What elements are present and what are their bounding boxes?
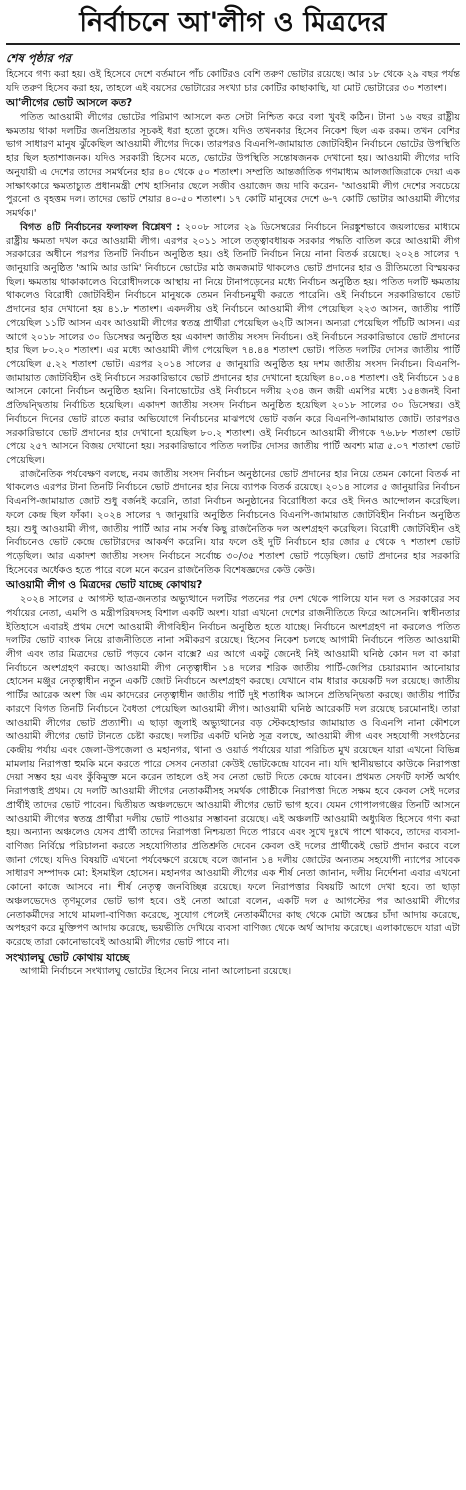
paragraph-4: রাজনৈতিক পর্যবেক্ষণ বলছে, নবম জাতীয় সংসদ নির্বাচন অনুষ্ঠানের ভোট প্রদানের হার নিয়ে তেমন কোনো বিতর্ক না থাকলেও এরপর টানা তিনটি নির্বাচনে ভোট প্রদানের হার নিয়ে ব্যাপক বিতর্ক রয়েছে। ২০১৪ সালের ৫ জানুয়ারির নির্বাচন বিএনপি-জামায়াত জোট শুধু বর্জনই করেনি, তারা নির্বাচন অনুষ্ঠানের বিরোধিতা করে ওই দিনও আন্দোলন করেছিল। ফলে কেন্দ্র ছিল ফাঁকা। ২০২৪ সালের ৭ জানুয়ারি অনুষ্ঠিত নির্বাচনেও বিএনপি-জামায়াত জোটবিহীন নির্বাচন অনুষ্ঠিত হয়। শুধু আওয়ামী লীগ, জাতীয় পার্টি আর নাম সর্বস্ব কিছু রাজনৈতিক দল অংশগ্রহণ করেছিল। বিরোধী জোটবিহীন ওই নির্বাচনেও ভোট কেন্দ্রে ভোটারদের আকর্ষণ করেনি। যার ফলে ওই দুটি নির্বাচনে হার জোর ৫ থেকে ৭ শতাংশ ভোট পড়েছিল। আর একাদশ জাতীয় সংসদ নির্বাচনে সর্বোচ্চ ৩০/৩৫ শতাংশ ভোট পড়েছিল। ভোট প্রদানের হার সরকারি হিসেবের অর্ধেকও হতে পারে বলে মনে করেন রাজনৈতিক বিশেষজ্ঞদের কেউ কেউ।	[6, 468, 460, 576]
subheading-2: বিগত ৪টি নির্বাচনের ফলাফল বিশ্লেষণ :	[20, 221, 181, 233]
paragraph-3-wrapper	[6, 221, 460, 468]
article-body	[6, 50, 460, 979]
subheading-3: আওয়ামী লীগ ও মিত্রদের ভোট যাচ্ছে কোথায়?	[6, 579, 203, 592]
headline-rule	[6, 43, 460, 45]
paragraph-6: আগামী নির্বাচনে সংখ্যালঘু ভোটের হিসেব নিয়ে নানা আলোচনা রয়েছে।	[20, 966, 292, 978]
paragraph-2: পতিত আওয়ামী লীগের ভোটের পরিমাণ আসলে কত সেটা নিশ্চিত করে বলা খুবই কঠিন। টানা ১৬ বছর রাষ্ট্রীয় ক্ষমতায় থাকা দলটির জনপ্রিয়তার সূচকই ধরা হতো তুঙ্গে। যদিও তখনকার হিসেব নিকেশ ছিল এক রকম। তখন বেশির ভাগ সাধারণ মানুষ ঝুঁকেছিল আওয়ামী লীগের দিকে। তারপরও বিএনপি-জামায়াত জোটবিহীন নির্বাচনে ভোটের উপস্থিতি হার ছিল হতাশাজনক। যদিও সরকারী হিসেব মতে, ভোটের উপস্থিতি সন্তোষজনক দেখানো হয়। আওয়ামী লীগের দাবি অনুযায়ী এ দেশের তাদের সমর্থনের হার ৪০ থেকে ৫০ শতাংশ। সম্প্রতি আন্তর্জাতিক গণমাধ্যম আলজাজিরাকে দেয়া এক সাক্ষাৎকারে ক্ষমতাচ্যুত প্রধানমন্ত্রী শেখ হাসিনার ছেলে সজীব ওয়াজেদ জয় দাবি করেন- 'আওয়ামী লীগ দেশের সবচেয়ে পুরনো ও বৃহত্তম দল। তাদের ভোট শেয়ার ৪০-৫০ শতাংশ। ১৭ কোটি মানুষের দেশে ৬-৭ কোটি ভোটার আওয়ামী লীগের সমর্থক।'	[6, 112, 460, 220]
paragraph-5: ২০২৪ সালের ৫ আগস্ট ছাত্র-জনতার অভ্যুত্থানে দলটির পতনের পর দেশ থেকে পালিয়ে যান দল ও সরকারের সব পর্যায়ের নেতা, এমপি ও মন্ত্রীপরিষদসহ বিশাল একটি অংশ। যারা এখনো দেশের রাজনীতিতে ফিরে আসেননি। স্বাধীনতার ইতিহাসে এবারই প্রথম দেশে আওয়ামী লীগবিহীন নির্বাচন অনুষ্ঠিত হতে যাচ্ছে। নির্বাচনে অংশগ্রহণ না করলেও পতিত দলটির ভোট ব্যাংক নিয়ে রাজনীতিতে নানা সমীকরণ রয়েছে। হিসেব নিকেশ চলছে আগামী নির্বাচনে পতিত আওয়ামী লীগ এবং তার মিত্রদের ভোট পড়বে কোন বাক্সে? এর আগে একটু জেনেই নিই আওয়ামী ঘনিষ্ঠ কোন দল বা কারা নির্বাচনে অংশগ্রহণ করছে। আওয়ামী লীগ নেতৃত্বাধীন ১৪ দলের শরিক জাতীয় পার্টি-জেপির চেয়ারম্যান আনোয়ার হোসেন মঞ্জুর নেতৃত্বাধীন নতুন একটি জোট নির্বাচনে অংশগ্রহণ করছে। যেখানে বাম ধারার কয়েকটি দল রয়েছে। জাতীয় পার্টির আরেক অংশ জি এম কাদেরের নেতৃত্বাধীন জাতীয় পার্টি দুই শতাধিক আসনে প্রতিদ্বন্দ্বিতা করছে। জাতীয় পার্টির কারণে বিগত তিনটি নির্বাচনে বৈধতা পেয়েছিল আওয়ামী লীগ। আওয়ামী ঘনিষ্ঠ আরেকটি দল রয়েছে চরমোনাই। তারা আওয়ামী লীগের ভোট প্রত্যাশী। এ ছাড়া জুলাই অভ্যুত্থানের বড় স্টেকহোল্ডার জামায়াত ও বিএনপি নানা কৌশলে আওয়ামী লীগের ভোট টানতে চেষ্টা করছে। দলটির একটি ঘনিষ্ঠ সূত্র বলছে, আওয়ামী লীগ এবং সহযোগী সংগঠনের কেন্দ্রীয় পর্যায় এবং জেলা-উপজেলা ও মহানগর, থানা ও ওয়ার্ড পর্যায়ের যারা পরিচিত মুখ রয়েছেন যারা এখনো বিভিন্ন মামলায় নিরাপত্তা হুমকি মনে করতে পারে সেসব নেতারা কেউই ভোটকেন্দ্রে যাবেন না। যদি স্থানীয়ভাবে কাউকে নিরাপত্তা দেয়া সম্ভব হয় এবং কুঁকিমুক্ত মনে করেন তাহলে ওই সব নেতা ভোট দিতে কেন্দ্রে যাবেন। প্রথমত সেফটি ফার্স্ট অর্থাৎ নিরাপত্তাই প্রথম। যে দলটি আওয়ামী লীগের নেতাকর্মীসহ সমর্থক গোষ্ঠীকে নিরাপত্তা দিতে সক্ষম হবে কেবল সেই দলের প্রার্থীই তাদের ভোট পাবেন। দ্বিতীয়ত অঞ্চলভেদে আওয়ামী লীগের ভোট ভাগ হবে। যেমন গোপালগঞ্জের তিনটি আসনে আওয়ামী লীগের স্বতন্ত্র প্রার্থীরা দলীয় ভোট পাওয়ার সম্ভাবনা রয়েছে। এই অঞ্চলটি আওয়ামী অধ্যুষিত হিসেবে গণ্য করা হয়। অন্যান্য অঞ্চলেও যেসব প্রার্থী তাদের নিরাপত্তা নিশ্চয়তা দিতে পারবে এবং সুখে দুঃখে পাশে থাকবে, তাদের ব্যবসা-বাণিজ্য নির্বিঘ্নে পরিচালনা করতে সহযোগিতার প্রতিশ্রুতি দেবেন কেবল ওই দলের প্রার্থীকেই ভোট প্রদান করবে বলে জানা গেছে। যদিও বিষয়টি এখনো পর্যবেক্ষণে রয়েছে বলে জানান ১৪ দলীয় জোটের অন্যতম সহযোগী ন্যাপের সাবেক সাধারণ সম্পাদক মো: ইসমাইল হোসেন। মহানগর আওয়ামী লীগের এক শীর্ষ নেতা জানান, দলীয় নির্দেশনা এবার এখনো কোনো কাজে আসবে না। শীর্ষ নেতৃত্ব জনবিচ্ছিন্ন রয়েছে। ফলে নিরাপত্তার বিষয়টি আগে দেখা হবে। তা ছাড়া অঞ্চলভেদেও তৃণমূলের ভোট ভাগ হবে। ওই নেতা আরো বলেন, একটি দল ৫ আগস্টের পর আওয়ামী লীগের নেতাকর্মীদের সাথে মামলা-বাণিজ্য করেছে, সুযোগ পেলেই নেতাকর্মীদের কাছ থেকে মোটা অঙ্কের চাঁদা আদায় করেছে, অপহরণ করে মুক্তিপণ আদায় করেছে, ভয়ভীতি দেখিয়ে ব্যবসা বাণিজ্য থেকে অর্থ আদায় করেছে। এলাকাভেদে যারা এটা করেছে তারা কোনোভাবেই আওয়ামী লীগের ভোট পাবে না।	[6, 594, 460, 949]
paragraph-3: ২০০৮ সালের ২৯ ডিসেম্বরের নির্বাচনে নিরঙ্কুশভাবে জয়লাভের মাধ্যমে রাষ্ট্রীয় ক্ষমতা দখল করে আওয়ামী লীগ। এরপর ২০১১ সালে তত্ত্বাবধায়ক সরকার পদ্ধতি বাতিল করে আওয়ামী লীগ সরকারের অধীনে পরপর তিনটি নির্বাচন অনুষ্ঠিত হয়। ওই তিনটি নির্বাচন নিয়ে নানা বিতর্ক রয়েছে। ২০২৪ সালের ৭ জানুয়ারি অনুষ্ঠিত 'আমি আর ডামি' নির্বাচনে ভোটের মাঠ জমজমাট থাকলেও ভোট প্রদানের হার ও রীতিমতো বিস্ময়কর ছিল। ক্ষমতায় থাকাকালেও বিরোধীদলকে আস্থায় না নিয়ে টানাপড়েনের মধ্যে নির্বাচন অনুষ্ঠিত হয়। পতিত দলটি ক্ষমতায় থাকলেও বিরোধী জোটবিহীন নির্বাচনে মানুষকে তেমন নির্বাচনমুখী করতে পারেনি। ওই নির্বাচনে সরকারিভাবে ভোট প্রদানের হার দেখানো হয় ৪১.৮ শতাংশ। একদলীয় ওই নির্বাচনে আওয়ামী লীগ পেয়েছিল ২২৩ আসন, জাতীয় পার্টি পেয়েছিল ১১টি আসন এবং আওয়ামী লীগের স্বতন্ত্র প্রার্থীরা পেয়েছিল ৬২টি আসন। অন্যরা পেয়েছিল পাঁচটি আসন। এর আগে ২০১৮ সালের ৩০ ডিসেম্বর অনুষ্ঠিত হয় একাদশ জাতীয় সংসদ নির্বাচন। ওই নির্বাচনে সরকারিভাবে ভোট প্রদানের হার ছিল ৮০.২০ শতাংশ। এর মধ্যে আওয়ামী লীগ পেয়েছিল ৭৪.৪৪ শতাংশ ভোট। পতিত দলটির দোসর জাতীয় পার্টি পেয়েছিল ৫.২২ শতাংশ ভোট। এরপর ২০১৪ সালের ৫ জানুয়ারি অনুষ্ঠিত হয় দশম জাতীয় সংসদ নির্বাচন। বিএনপি-জামায়াত জোটবিহীন ওই নির্বাচনে সরকারিভাবে ভোট প্রদানের হার দেখানো হয়েছিল ৪০.০৪ শতাংশ। ওই নির্বাচনে ১৫৪ আসনে কোনো নির্বাচন অনুষ্ঠিত হয়নি। বিনাভোটের ওই নির্বাচনে দলীয় ২৩৪ জন জয়ী এমপির মধ্যে ১৫৪জনই বিনা প্রতিদ্বন্দ্বিতায় নির্বাচিত হয়েছিল। একাদশ জাতীয় সংসদ নির্বাচন অনুষ্ঠিত হয়েছিল ২০১৮ সালের ৩০ ডিসেম্বর। ওই নির্বাচনে দিনের ভোট রাতে করার অভিযোগে নির্বাচনের মাঝপথে ভোট বর্জন করে বিএনপি-জামায়াত জোট। তারপরও সরকারিভাবে ভোট প্রদানের হার দেখানো হয়েছিল ৮০.২ শতাংশ। ওই নির্বাচনে আওয়ামী লীগকে ৭৬.৮৮ শতাংশ ভোট পেয়ে ২৫৭ আসনে বিজয় দেখানো হয়। সরকারিভাবে পতিত দলটির দোসর জাতীয় পার্টি অবশ্য মাত্র ৫.০৭ শতাংশ ভোট পেয়েছিল।	[6, 221, 460, 466]
headline: নির্বাচনে আ'লীগ ও মিত্রদের	[79, 7, 387, 38]
subheading-4: সংখ্যালঘু ভোট কোথায় যাচ্ছে	[6, 951, 130, 964]
continued-from-label: শেষ পৃষ্ঠার পর	[6, 51, 71, 65]
paragraph-1: হিসেবে গণ্য করা হয়। ওই হিসেবে দেশে বর্তমানে পাঁচ কোটিরও বেশি তরুণ ভোটার রয়েছে। আর ১৮ থেকে ২৯ বছর পর্যন্ত যদি তরুণ হিসেব করা হয়, তাহলে এই বয়সের ভোটারের সংখ্যা চার কোটির কাছাকাছি, যা মোট ভোটারের ৩০ শতাংশ।	[6, 69, 460, 94]
subheading-1: আ'লীগের ভোট আসলে কত?	[6, 97, 133, 110]
